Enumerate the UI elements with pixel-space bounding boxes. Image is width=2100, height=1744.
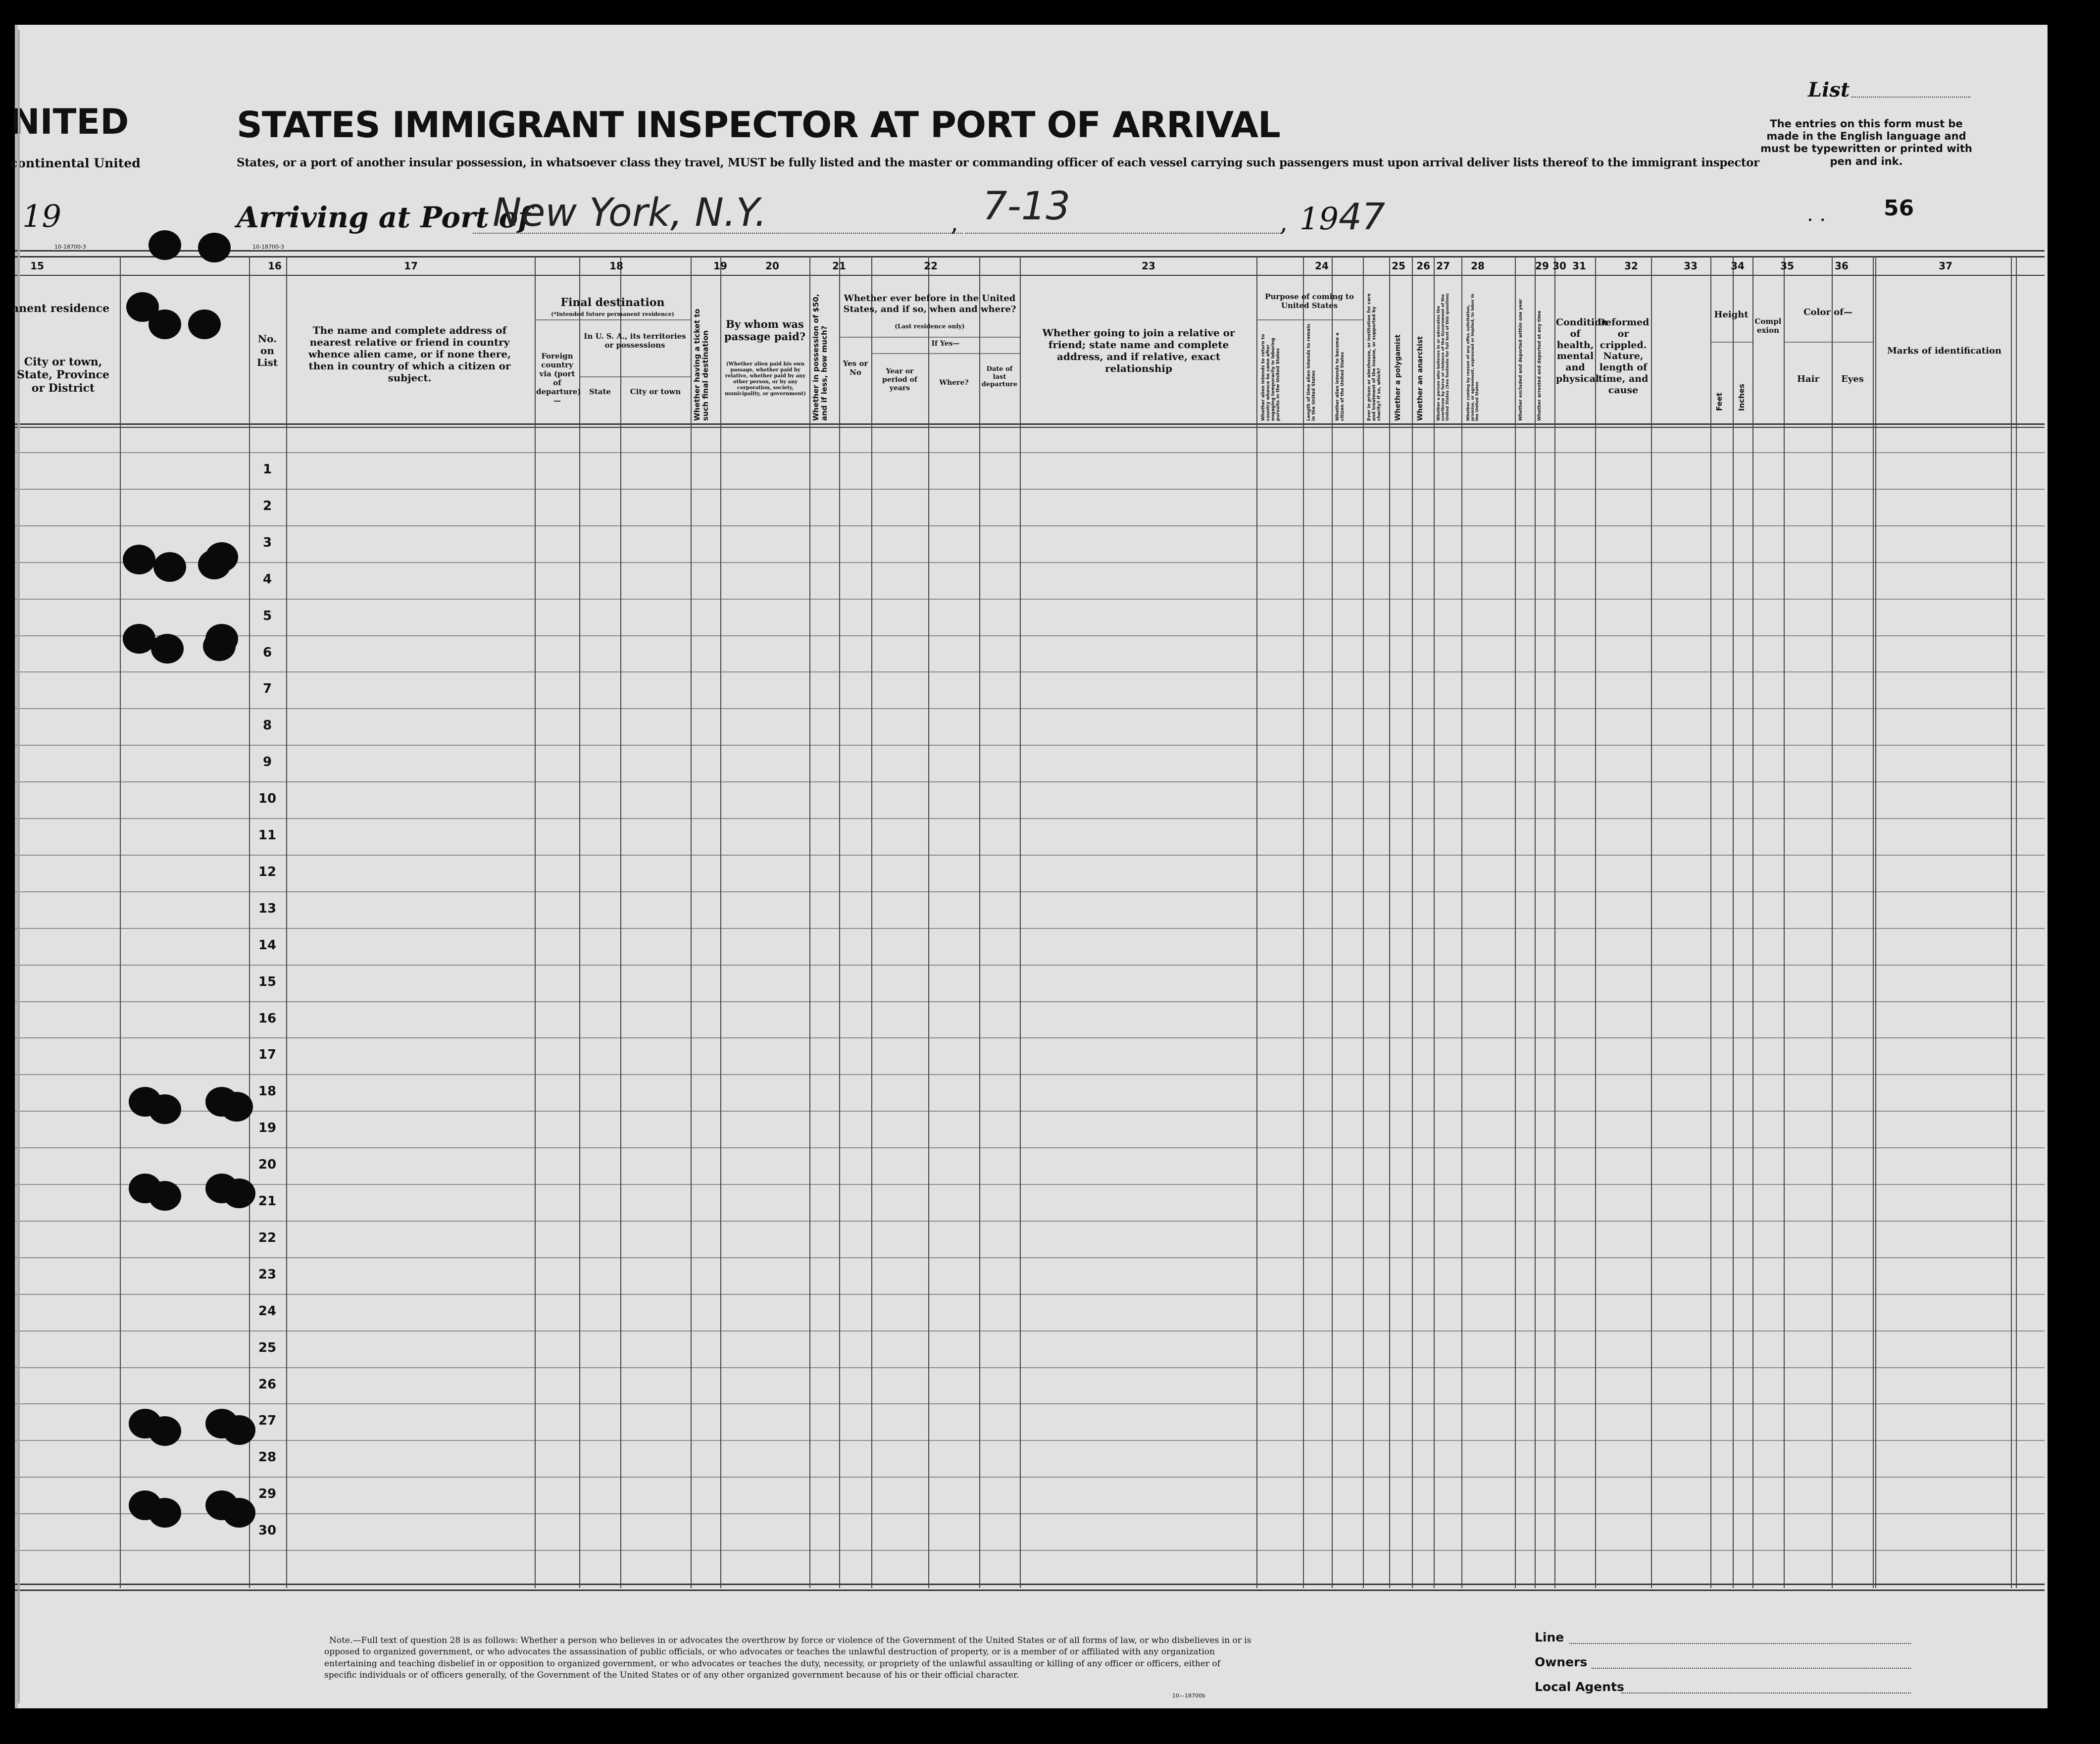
row-rule	[15, 965, 2045, 966]
year-printed	[1300, 196, 1385, 238]
header-c36-eyes: Eyes	[1841, 374, 1864, 384]
header-c18-usa: In U. S. A., its territories or possessions	[584, 332, 686, 350]
column-rule	[1515, 256, 1516, 1588]
header-c24-c: Whether alien intends to become a citizen of the United States	[1335, 332, 1345, 421]
column-number: 25	[1392, 260, 1405, 272]
header-c17: The name and complete address of nearest relative or friend in country whence alien came, or if none there, then in country of which a citizen or subject.	[308, 324, 511, 384]
signature-line-rule	[1569, 1643, 1911, 1644]
punch-hole	[223, 1498, 255, 1528]
instruction-line: The entries on this form must be	[1770, 118, 1963, 130]
header-c32: Condition of health, mental and physical	[1556, 317, 1608, 384]
header-c22-title: Whether ever before in the United States, and if so, when and where?	[843, 293, 1016, 314]
row-number: 9	[262, 755, 272, 770]
row-number: 7	[262, 681, 272, 697]
row-number: 15	[258, 974, 277, 989]
punch-hole	[223, 1415, 255, 1445]
rule-colnum	[15, 275, 2045, 276]
date-handwritten: 7-13	[983, 184, 1071, 229]
column-rule	[1434, 256, 1435, 1588]
header-c20-title: By whom was passage paid?	[724, 318, 806, 343]
column-rule	[1332, 256, 1333, 1588]
column-rule	[2011, 256, 2012, 1588]
header-c36-hair: Hair	[1797, 374, 1819, 384]
sub-18	[535, 319, 691, 320]
rule-header-bottom-2	[15, 427, 2045, 428]
header-c18-foreign: Foreign country via (port of departure)—	[536, 352, 581, 405]
comma-2: ,	[1280, 208, 1288, 237]
signature-owners-rule	[1592, 1668, 1911, 1669]
header-c22-where: Where?	[939, 379, 969, 387]
column-rule	[1784, 256, 1785, 1588]
punch-hole	[153, 552, 186, 582]
row-rule	[15, 1550, 2045, 1551]
header-c34-title: Height	[1714, 309, 1749, 320]
row-number: 1	[262, 462, 272, 477]
header-c36-title: Color of—	[1803, 307, 1852, 317]
column-rule	[1651, 256, 1652, 1588]
row-number: 12	[258, 864, 277, 879]
row-number: 6	[262, 645, 272, 660]
header-c15-top: anent residence	[11, 302, 110, 315]
column-rule	[1363, 256, 1364, 1588]
row-number: 20	[258, 1157, 277, 1173]
year-handwritten: 47	[1338, 196, 1386, 238]
header-c24-b: Length of time alien intends to remain in the United States	[1306, 324, 1316, 421]
column-number: 24	[1315, 260, 1329, 272]
row-number: 30	[258, 1523, 277, 1539]
row-rule	[15, 745, 2045, 746]
header-c24-title: Purpose of coming to United States	[1265, 292, 1354, 310]
row-rule	[15, 1513, 2045, 1514]
punch-hole	[198, 550, 231, 579]
header-c34-inches: Inches	[1737, 384, 1746, 411]
row-number: 10	[258, 791, 277, 807]
column-rule	[1710, 256, 1711, 1588]
sub-36	[1784, 342, 1873, 343]
column-rule	[1554, 256, 1555, 1588]
column-number: 35	[1780, 260, 1794, 272]
row-number: 8	[262, 718, 272, 733]
row-rule	[15, 1331, 2045, 1332]
row-rule	[15, 1037, 2045, 1038]
row-number: 18	[258, 1084, 277, 1099]
row-rule	[15, 452, 2045, 453]
punch-hole	[149, 1498, 181, 1528]
column-rule	[871, 256, 872, 1588]
column-rule	[1752, 256, 1753, 1588]
row-rule	[15, 562, 2045, 563]
header-c31: Whether arrested and deported at any time	[1537, 310, 1542, 421]
column-number: 29	[1535, 260, 1549, 272]
punch-hole	[198, 233, 231, 262]
row-number: 28	[258, 1450, 277, 1465]
sub-22b	[871, 353, 1020, 354]
row-number: 17	[258, 1047, 277, 1063]
punch-hole	[188, 309, 221, 339]
column-number: 19	[713, 260, 727, 272]
footnote: Note.—Full text of question 28 is as follows: Whether a person who believes in or advocates the overthrow by force or violence of the Government of the United States or of all forms of law, or who disbelieves in or is opposed to organized government, or who advocates the assassination of public officials, or who advocates or teaches the unlawful destruction of property, or is a member of or affiliated with any organization entertaining and teaching disbelief in or opposition to organized government, or who advocates or teaches the duty, necessity, or propriety of the unlawful assaulting or killing of any officer or officers, either of specific individuals or of officers generally, of the Government of the United States or of any other organized government because of his or their official character.	[324, 1636, 1251, 1681]
header-c25: Ever in prison or almshouse, or institution for care and treatment of the insane, or supported by charity? If so, which?	[1367, 293, 1382, 421]
punch-hole	[149, 1181, 181, 1211]
left-edge	[18, 30, 20, 1703]
column-rule	[120, 256, 121, 1588]
punch-hole	[220, 1092, 253, 1122]
row-number: 27	[258, 1413, 277, 1429]
instruction-line: pen and ink.	[1830, 155, 1903, 167]
row-rule	[15, 928, 2045, 929]
column-number: 27	[1436, 260, 1450, 272]
rule-header-bottom	[15, 423, 2045, 425]
row-rule	[15, 1074, 2045, 1075]
column-number: 32	[1624, 260, 1638, 272]
dots: . .	[1807, 203, 1826, 226]
row-rule	[15, 818, 2045, 819]
row-number: 4	[262, 571, 272, 587]
sub-22	[839, 337, 1020, 338]
row-rule	[15, 1111, 2045, 1112]
row-rule	[15, 855, 2045, 856]
column-number: 23	[1142, 260, 1155, 272]
column-number: 37	[1939, 260, 1952, 272]
header-c16: No. on List	[256, 333, 278, 368]
row-number: 24	[258, 1303, 277, 1319]
list-line	[1851, 97, 1970, 98]
comma-1: ,	[950, 208, 958, 237]
column-rule	[839, 256, 840, 1588]
instructions	[1738, 118, 1995, 168]
column-rule	[1733, 256, 1734, 1588]
paper-form	[15, 25, 2048, 1708]
signature-owners-label: Owners	[1535, 1655, 1588, 1669]
row-rule	[15, 1184, 2045, 1185]
header-c21: Whether in possession of $50, and if less, how much?	[811, 294, 829, 421]
column-rule	[286, 256, 287, 1588]
column-number: 28	[1471, 260, 1485, 272]
row-rule	[15, 1221, 2045, 1222]
header-c22-ifyes: If Yes—	[931, 340, 960, 348]
signature-agents-label: Local Agents	[1535, 1680, 1624, 1694]
rule-top-2	[15, 256, 2045, 257]
column-rule	[1020, 256, 1021, 1588]
footer-code: 10—18700b	[1172, 1693, 1205, 1699]
column-number: 36	[1835, 260, 1849, 272]
form-title: STATES IMMIGRANT INSPECTOR AT PORT OF ARRIVAL	[237, 104, 1280, 146]
punch-hole	[149, 1416, 181, 1446]
column-rule	[1303, 256, 1304, 1588]
row-rule	[15, 1367, 2045, 1368]
header-c24-a: Whether alien intends to return to country whence he came after engaging temporarily in laboring pursuits in the United States	[1261, 334, 1281, 421]
row-number: 22	[258, 1230, 277, 1245]
punch-hole	[123, 545, 155, 574]
punch-hole	[203, 631, 236, 661]
row-rule	[15, 599, 2045, 600]
header-c27: Whether an anarchist	[1416, 336, 1424, 421]
row-rule	[15, 635, 2045, 636]
punch-hole	[149, 309, 181, 339]
header-c18-sub: (*Intended future permanent residence)	[551, 311, 674, 317]
header-c34-feet: Feet	[1715, 392, 1724, 411]
column-number: 21	[832, 260, 846, 272]
punch-hole	[223, 1179, 255, 1208]
header-c26: Whether a polygamist	[1394, 334, 1402, 421]
header-c23: Whether going to join a relative or friend; state name and complete address, and if relative, exact relationship	[1042, 327, 1235, 374]
row-number: 2	[262, 498, 272, 513]
column-rule	[579, 256, 580, 1588]
header-c19: Whether having a ticket to such final destination	[693, 308, 710, 421]
column-rule	[720, 256, 721, 1588]
form-subtitle: States, or a port of another insular possession, in whatsoever class they travel, MUST be fully listed and the master or commanding officer of each vessel carrying such passengers must upon arrival deliver lists thereof to the immigrant inspector	[237, 156, 1759, 169]
punch-hole	[149, 1094, 181, 1124]
list-label: List	[1808, 78, 1850, 102]
subtitle-left: continental United	[10, 156, 141, 170]
column-number: 15	[30, 260, 44, 272]
column-number: 34	[1731, 260, 1745, 272]
column-rule	[809, 256, 810, 1588]
column-number: 30	[1552, 260, 1566, 272]
row-number: 23	[258, 1267, 277, 1282]
header-c28: Whether a person who believes in or advocates the overthrow by force or violence of the Government of the United States (See footnote for full text of this question)	[1436, 293, 1450, 421]
column-number: 22	[924, 260, 938, 272]
header-c18-state: State	[589, 387, 611, 396]
year-printed-digits: 19	[1300, 201, 1339, 237]
row-number: 29	[258, 1487, 277, 1502]
column-rule	[620, 256, 621, 1588]
header-c18-city: City or town	[630, 387, 681, 396]
date-line	[965, 233, 1282, 234]
rule-table-bottom	[15, 1584, 2045, 1585]
column-rule	[2016, 256, 2017, 1588]
column-number: 33	[1684, 260, 1698, 272]
header-c18-title: Final destination	[560, 296, 665, 309]
row-number: 16	[258, 1011, 277, 1026]
column-rule	[691, 256, 692, 1588]
form-code-left: 10-18700-3	[54, 244, 86, 250]
row-rule	[15, 1001, 2045, 1002]
row-number: 14	[258, 937, 277, 953]
row-number: 13	[258, 901, 277, 916]
rule-table-bottom-2	[15, 1590, 2045, 1591]
column-rule	[1256, 256, 1257, 1588]
header-c20-note: (Whether alien paid his own passage, whether paid by relative, whether paid by any other person, or by any corporation, society, municipality, or government)	[725, 361, 806, 397]
row-rule	[15, 525, 2045, 526]
column-rule	[1873, 256, 1874, 1588]
row-number: 11	[258, 828, 277, 843]
header-c29: Whether coming by reason of any offer, solicitation, promise, or agreement, expressed or implied, to labor in the United States	[1466, 294, 1479, 421]
header-c22-sub: (Last residence only)	[895, 323, 965, 330]
port-line	[473, 233, 963, 234]
column-number: 18	[609, 260, 623, 272]
header-c22-date: Date of last departure	[981, 365, 1018, 389]
column-rule	[1535, 256, 1536, 1588]
column-rule	[1389, 256, 1390, 1588]
row-rule	[15, 1147, 2045, 1148]
column-number: 17	[404, 260, 418, 272]
row-rule	[15, 1477, 2045, 1478]
instruction-line: must be typewritten or printed with	[1760, 143, 1972, 155]
row-rule	[15, 1294, 2045, 1295]
column-rule	[1595, 256, 1596, 1588]
row-number: 21	[258, 1194, 277, 1209]
column-rule	[535, 256, 536, 1588]
row-rule	[15, 1403, 2045, 1404]
row-number: 19	[258, 1121, 277, 1136]
row-rule	[15, 891, 2045, 892]
column-rule	[1875, 256, 1876, 1588]
punch-hole	[151, 634, 184, 664]
row-rule	[15, 489, 2045, 490]
header-c22-years: Year or period of years	[882, 367, 917, 392]
sub-18b	[579, 376, 691, 377]
column-rule	[928, 256, 929, 1588]
header-c37: Marks of identification	[1887, 346, 2002, 356]
port-handwritten: New York, N.Y.	[493, 191, 767, 235]
title-left: NITED	[11, 102, 129, 142]
year-prefix: 19	[22, 198, 61, 234]
column-rule	[979, 256, 980, 1588]
rule-top	[15, 250, 2045, 252]
header-c33: Deformed or crippled. Nature, length of time, and cause	[1597, 317, 1650, 396]
row-rule	[15, 671, 2045, 672]
punch-hole	[149, 230, 181, 260]
header-c15-bottom: City or town, State, Province or District	[16, 356, 110, 395]
header-c30: Whether excluded and deported within one year	[1518, 299, 1523, 421]
row-number: 5	[262, 608, 272, 623]
arriving-label: Arriving at Port of	[237, 201, 531, 234]
column-number: 31	[1572, 260, 1586, 272]
column-rule	[1412, 256, 1413, 1588]
column-rule	[1832, 256, 1833, 1588]
row-rule	[15, 1257, 2045, 1258]
row-number: 3	[262, 535, 272, 550]
column-number: 26	[1416, 260, 1430, 272]
header-c22-yesno: Yes or No	[843, 359, 868, 377]
row-number: 25	[258, 1340, 277, 1355]
sub-34	[1710, 342, 1752, 343]
header-c35: Complexion	[1754, 317, 1782, 335]
form-code-right: 10-18700-3	[252, 244, 284, 250]
column-rule	[1461, 256, 1462, 1588]
row-number: 26	[258, 1377, 277, 1392]
page-number: 56	[1884, 196, 1914, 221]
column-number: 20	[765, 260, 779, 272]
row-rule	[15, 708, 2045, 709]
column-number: 16	[268, 260, 282, 272]
signature-line-label: Line	[1535, 1630, 1564, 1644]
row-rule	[15, 1440, 2045, 1441]
row-rule	[15, 781, 2045, 782]
sub-24	[1256, 319, 1363, 320]
instruction-line: made in the English language and	[1766, 130, 1966, 143]
